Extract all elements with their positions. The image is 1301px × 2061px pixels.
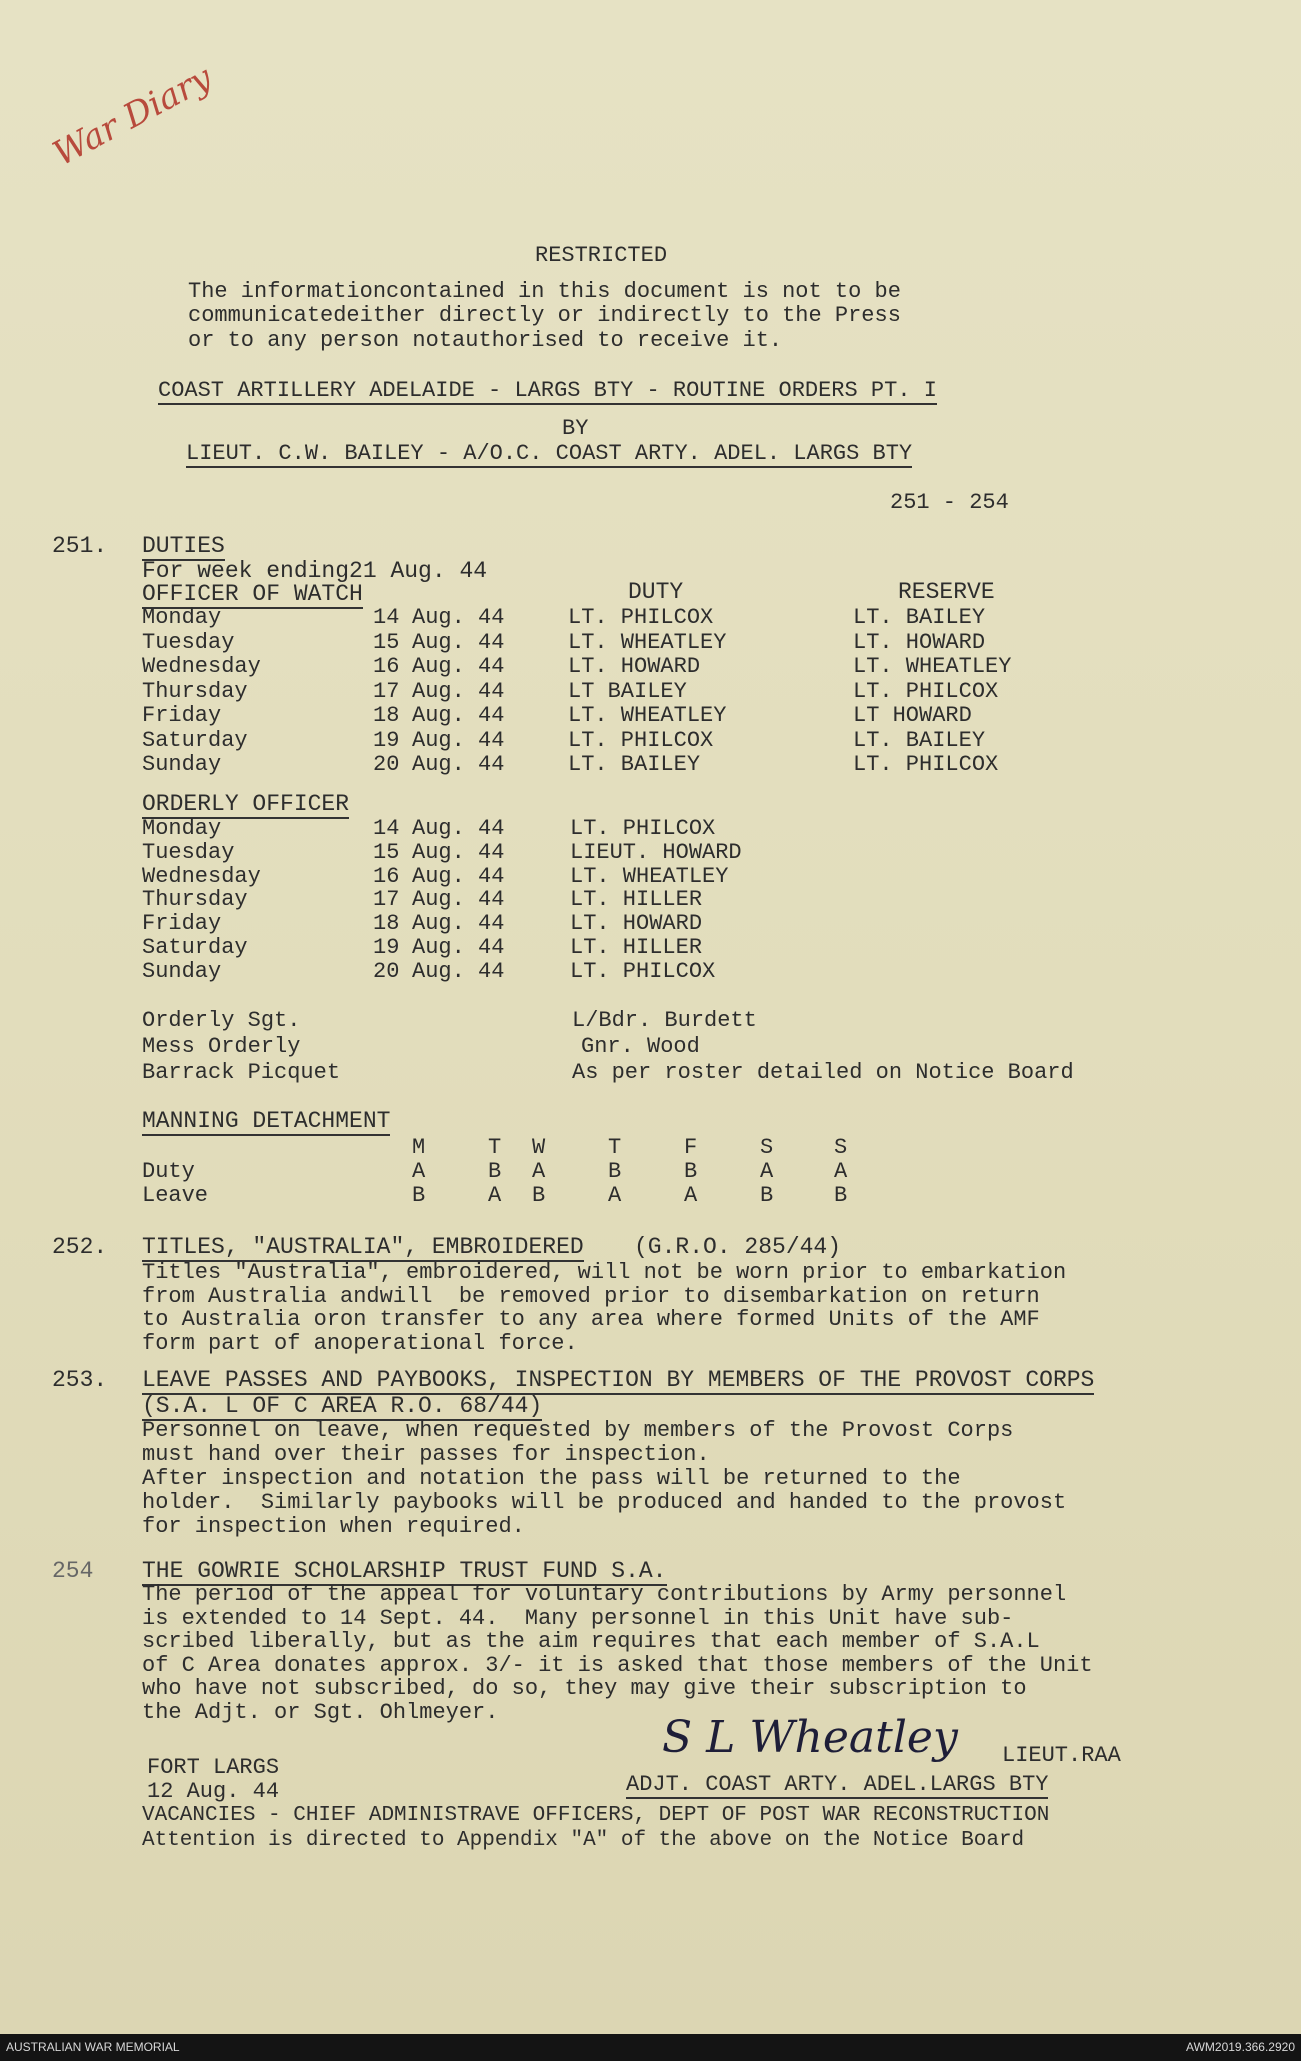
misc-value: As per roster detailed on Notice Board (572, 1060, 1074, 1085)
watch-duty-officer: LT. PHILCOX (568, 727, 714, 753)
watch-date-num: 14 (373, 605, 400, 630)
watch-duty-officer: LT BAILEY (568, 678, 687, 704)
orderly-date-month: Aug. 44 (412, 935, 505, 960)
misc-label: Barrack Picquet (142, 1060, 341, 1085)
order-range: 251 - 254 (890, 490, 1009, 515)
orderly-day: Monday (142, 816, 222, 841)
orderly-officer-name: LT. HOWARD (570, 911, 703, 937)
order-253-line: must hand over their passes for inspection. (142, 1442, 710, 1467)
watch-day: Tuesday (142, 629, 235, 655)
sign-rank: LIEUT.RAA (1002, 1743, 1121, 1768)
restricted-line-2: communicatedeither directly or indirectly to the Press (188, 303, 901, 328)
watch-date-month: Aug. 44 (412, 752, 505, 777)
watch-duty-officer: LT. PHILCOX (568, 605, 714, 630)
col-reserve-heading: RESERVE (898, 579, 995, 605)
manning-cell: A (412, 1159, 426, 1184)
order-254-line: is extended to 14 Sept. 44. Many personnel in this Unit have sub- (142, 1605, 1014, 1631)
col-duty-heading: DUTY (628, 579, 684, 605)
restricted-line-1: The informationcontained in this document is not to be (188, 279, 901, 304)
footer-left: AUSTRALIAN WAR MEMORIAL (6, 2040, 180, 2054)
officer-of-watch-heading: OFFICER OF WATCH (142, 581, 363, 607)
watch-day: Saturday (142, 727, 248, 753)
watch-reserve-officer: LT. HOWARD (853, 629, 986, 655)
orderly-officer-name: LT. PHILCOX (570, 816, 716, 841)
orderly-date-num: 19 (373, 935, 400, 960)
week-ending: For week ending21 Aug. 44 (142, 558, 488, 584)
watch-reserve-officer: LT. WHEATLEY (853, 654, 1012, 679)
order-253-line: After inspection and notation the pass will be returned to the (142, 1466, 961, 1491)
watch-reserve-officer: LT. PHILCOX (853, 752, 999, 777)
orderly-day: Tuesday (142, 839, 235, 865)
watch-duty-officer: LT. WHEATLEY (568, 703, 727, 728)
order-254-line: the Adjt. or Sgt. Ohlmeyer. (142, 1699, 499, 1725)
watch-day: Thursday (142, 678, 248, 704)
orderly-date-num: 14 (373, 816, 400, 841)
orderly-date-num: 17 (373, 887, 400, 913)
watch-reserve-officer: LT. PHILCOX (853, 678, 999, 704)
order-254-line: who have not subscribed, do so, they may give their subscription to (142, 1676, 1027, 1701)
place: FORT LARGS (147, 1755, 280, 1780)
order-252-line: Titles "Australia", embroidered, will not be worn prior to embarkation (142, 1260, 1067, 1285)
orderly-day: Sunday (142, 958, 222, 984)
watch-date-num: 17 (373, 678, 400, 704)
order-254-heading: THE GOWRIE SCHOLARSHIP TRUST FUND S.A. (142, 1558, 667, 1584)
misc-value: Gnr. Wood (581, 1034, 700, 1059)
order-number-252: 252. (52, 1234, 108, 1260)
footer-right: AWM2019.366.2920 (1186, 2040, 1295, 2054)
orderly-officer-heading: ORDERLY OFFICER (142, 791, 350, 817)
manning-cell: A (834, 1159, 848, 1184)
orderly-officer-name: LT. PHILCOX (570, 958, 716, 984)
order-number-253: 253. (52, 1367, 108, 1393)
manning-cell: A (760, 1159, 774, 1184)
restricted-heading: RESTRICTED (535, 243, 668, 268)
manning-day-header: F (684, 1135, 698, 1160)
orderly-date-num: 15 (373, 839, 400, 865)
order-252-line: from Australia andwill be removed prior to disembarkation on return (142, 1283, 1040, 1309)
watch-day: Monday (142, 605, 222, 630)
orderly-officer-name: LIEUT. HOWARD (570, 839, 742, 865)
manning-cell: B (834, 1183, 848, 1208)
orderly-date-month: Aug. 44 (412, 911, 505, 937)
order-252-line: form part of anoperational force. (142, 1330, 578, 1356)
watch-date-month: Aug. 44 (412, 703, 505, 728)
order-252-ref: (G.R.O. 285/44) (634, 1234, 842, 1260)
archive-footer (0, 2034, 1301, 2061)
manning-cell: A (488, 1183, 502, 1208)
order-253-line: holder. Similarly paybooks will be produced and handed to the provost (142, 1490, 1067, 1515)
watch-date-month: Aug. 44 (412, 678, 505, 704)
order-253-ref: (S.A. L OF C AREA R.O. 68/44) (142, 1393, 543, 1419)
watch-date-month: Aug. 44 (412, 727, 505, 753)
manning-day-header: S (834, 1135, 848, 1160)
by-line: BY (562, 416, 589, 441)
author-line: LIEUT. C.W. BAILEY - A/O.C. COAST ARTY. ADEL. LARGS BTY (186, 441, 913, 466)
watch-date-month: Aug. 44 (412, 629, 505, 655)
misc-value: L/Bdr. Burdett (572, 1008, 757, 1033)
duties-heading: DUTIES (142, 533, 225, 559)
orderly-officer-name: LT. HILLER (570, 887, 703, 913)
date: 12 Aug. 44 (147, 1779, 280, 1804)
manning-cell: B (608, 1159, 622, 1184)
manning-cell: A (532, 1159, 546, 1184)
orderly-day: Wednesday (142, 863, 261, 889)
orderly-date-month: Aug. 44 (412, 839, 505, 865)
order-number-251: 251. (52, 533, 108, 559)
order-253-line: Personnel on leave, when requested by members of the Provost Corps (142, 1418, 1014, 1443)
orderly-day: Friday (142, 911, 222, 937)
manning-day-header: W (532, 1135, 546, 1160)
order-253-line: for inspection when required. (142, 1514, 525, 1539)
manning-cell: B (532, 1183, 546, 1208)
watch-duty-officer: LT. WHEATLEY (568, 629, 727, 655)
misc-label: Mess Orderly (142, 1034, 301, 1059)
watch-date-num: 19 (373, 727, 400, 753)
vacancies-line: Attention is directed to Appendix "A" of the above on the Notice Board (142, 1829, 1025, 1852)
manning-day-header: S (760, 1135, 774, 1160)
watch-day: Sunday (142, 752, 222, 777)
orderly-date-month: Aug. 44 (412, 863, 505, 889)
order-254-line: of C Area donates approx. 3/- it is asked that those members of the Unit (142, 1652, 1093, 1678)
manning-row-label: Duty (142, 1159, 195, 1184)
vacancies-heading: VACANCIES - CHIEF ADMINISTRAVE OFFICERS, DEPT OF POST WAR RECONSTRUCTION (142, 1804, 1050, 1827)
orderly-date-month: Aug. 44 (412, 958, 505, 984)
watch-reserve-officer: LT HOWARD (853, 703, 972, 728)
order-253-heading: LEAVE PASSES AND PAYBOOKS, INSPECTION BY MEMBERS OF THE PROVOST CORPS (142, 1367, 1095, 1393)
watch-day: Friday (142, 703, 222, 728)
order-254-line: scribed liberally, but as the aim requires that each member of S.A.L (142, 1629, 1040, 1654)
manning-row-label: Leave (142, 1183, 209, 1208)
watch-day: Wednesday (142, 654, 261, 679)
manning-day-header: T (608, 1135, 622, 1160)
orderly-date-month: Aug. 44 (412, 887, 505, 913)
watch-reserve-officer: LT. BAILEY (853, 727, 986, 753)
handwritten-annotation: War Diary (46, 57, 219, 175)
watch-date-num: 18 (373, 703, 400, 728)
manning-cell: A (608, 1183, 622, 1208)
orderly-date-num: 18 (373, 911, 400, 937)
misc-label: Orderly Sgt. (142, 1008, 301, 1033)
manning-cell: B (488, 1159, 502, 1184)
watch-date-num: 20 (373, 752, 400, 777)
watch-duty-officer: LT. BAILEY (568, 752, 701, 777)
orderly-officer-name: LT. HILLER (570, 935, 703, 960)
signature: S L Wheatley (662, 1712, 958, 1763)
document-title: COAST ARTILLERY ADELAIDE - LARGS BTY - ROUTINE ORDERS PT. I (158, 378, 937, 403)
watch-duty-officer: LT. HOWARD (568, 654, 701, 679)
sign-title: ADJT. COAST ARTY. ADEL.LARGS BTY (626, 1772, 1049, 1797)
order-252-heading: TITLES, "AUSTRALIA", EMBROIDERED (142, 1234, 584, 1260)
orderly-date-num: 16 (373, 863, 400, 889)
orderly-officer-name: LT. WHEATLEY (570, 863, 729, 889)
manning-cell: B (760, 1183, 774, 1208)
manning-day-header: M (412, 1135, 426, 1160)
manning-day-header: T (488, 1135, 502, 1160)
watch-date-num: 16 (373, 654, 400, 679)
manning-cell: B (412, 1183, 426, 1208)
order-number-254: 254 (52, 1558, 94, 1584)
watch-date-num: 15 (373, 629, 400, 655)
manning-heading: MANNING DETACHMENT (142, 1108, 391, 1134)
watch-date-month: Aug. 44 (412, 605, 505, 630)
orderly-date-month: Aug. 44 (412, 816, 505, 841)
orderly-day: Saturday (142, 935, 248, 960)
order-254-line: The period of the appeal for voluntary contributions by Army personnel (142, 1582, 1067, 1607)
restricted-line-3: or to any person notauthorised to receive it. (188, 328, 783, 353)
watch-date-month: Aug. 44 (412, 654, 505, 679)
watch-reserve-officer: LT. BAILEY (853, 605, 986, 630)
order-252-line: to Australia oron transfer to any area where formed Units of the AMF (142, 1307, 1040, 1332)
orderly-day: Thursday (142, 887, 248, 913)
manning-cell: B (684, 1159, 698, 1184)
manning-cell: A (684, 1183, 698, 1208)
orderly-date-num: 20 (373, 958, 400, 984)
